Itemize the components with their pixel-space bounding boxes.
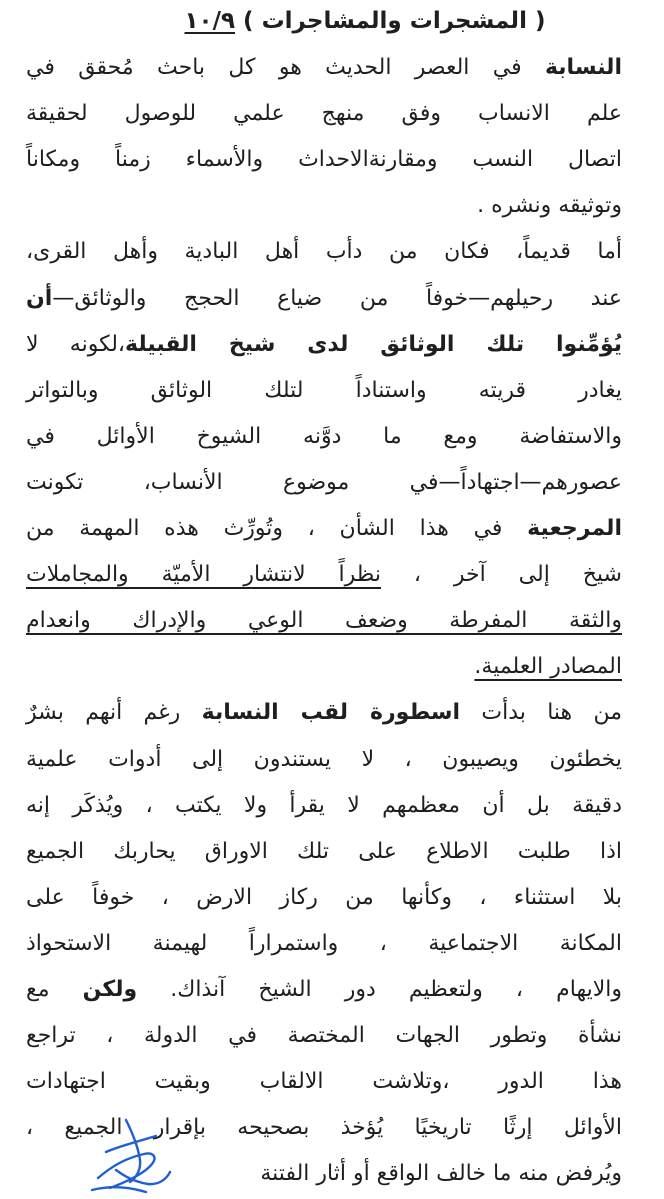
bold-text: أن: [26, 285, 53, 311]
underlined-text: المصادر العلمية.: [474, 654, 622, 680]
text-line: [26, 463, 622, 505]
text-line: [26, 1062, 622, 1104]
text-line: [26, 878, 622, 920]
text-run: علم الانساب وفق منهج علمي للوصول لحقيقة: [26, 101, 622, 127]
text-line: [26, 601, 622, 643]
text-run: هذا الدور ،وتلاشت الالقاب وبقيت اجتهادات: [26, 1069, 622, 1095]
text-line: [26, 509, 622, 551]
text-run: يخطئون ويصيبون ، لا يستندون إلى أدوات علمية: [26, 746, 622, 772]
text-line: [26, 48, 622, 90]
text-line: [26, 140, 622, 182]
text-run: الأوائل إرثًا تاريخيًا يُؤخذ بصحيحه بإقرار الجميع ،: [26, 1115, 622, 1141]
signature-image: [86, 1112, 176, 1197]
bold-text: المرجعية: [527, 516, 622, 541]
text-run: في العصر الحديث هو كل باحث مُحقق في: [26, 55, 545, 80]
text-run: المكانة الاجتماعية ، واستمراراً لهيمنة الاستحواذ: [26, 930, 622, 956]
text-line: [26, 371, 622, 413]
text-line: [26, 970, 622, 1012]
text-run: يغادر قريته واستناداً لتلك الوثائق وبالتواتر: [26, 377, 622, 403]
bold-text: اسطورة لقب النسابة: [201, 700, 461, 726]
text-run: اذا طلبت الاطلاع على تلك الاوراق يحاربك الجميع: [26, 838, 622, 864]
text-run: مع: [26, 977, 83, 1002]
text-run: اتصال النسب ومقارنةالاحداث والأسماء زمناً ومكاناً: [26, 147, 622, 173]
text-line: [26, 647, 622, 689]
text-run: عصورهم—اجتهاداً—في موضوع الأنساب، تكونت: [26, 469, 622, 495]
title-text: ( المشجرات والمشاجرات ): [243, 8, 546, 34]
text-run: والايهام ، ولتعظيم دور الشيخ آنذاك.: [137, 977, 622, 1002]
bold-text: النسابة: [544, 55, 622, 80]
text-run: رغم أنهم بشرٌ: [26, 700, 202, 726]
title-number: ١٠/٩: [184, 8, 236, 34]
document-title: [160, 2, 570, 40]
text-line: [26, 417, 622, 459]
bold-text: ولكن: [82, 977, 138, 1002]
text-run: نشأة وتطور الجهات المختصة في الدولة ، تراجع: [26, 1023, 622, 1049]
bold-text: يُؤمِّنوا تلك الوثائق لدى شيخ القبيلة: [125, 331, 622, 357]
text-line: [26, 186, 622, 228]
text-line: [26, 555, 622, 597]
text-run: دقيقة بل أن معظمهم لا يقرأ ولا يكتب ، ويُذكَر إنه: [26, 792, 622, 818]
text-line: [26, 232, 622, 274]
text-line: [26, 1016, 622, 1058]
text-line: [26, 279, 622, 321]
text-line: [26, 740, 622, 782]
underlined-text: نظراً لانتشار الأميّة والمجاملات: [26, 562, 381, 588]
text-run: من هنا بدأت: [460, 700, 622, 726]
text-line: [26, 325, 622, 367]
text-line: [26, 832, 622, 874]
text-line: [26, 693, 622, 735]
text-run: وتوثيقه ونشره .: [477, 193, 622, 219]
text-run: ،لكونه لا: [26, 331, 126, 357]
text-run: شيخ إلى آخر ،: [380, 562, 622, 588]
text-line: [26, 924, 622, 966]
text-line: [26, 786, 622, 828]
text-run: بلا استثناء ، وكأنها من ركاز الارض ، خوفاً على: [26, 884, 622, 910]
text-run: ويُرفض منه ما خالف الواقع أو أثار الفتنة: [260, 1161, 622, 1187]
text-line: [26, 94, 622, 136]
text-run: في هذا الشأن ، وتُورِّث هذه المهمة من: [26, 516, 528, 541]
text-run: عند رحيلهم—خوفاً من ضياع الحجج والوثائق—: [52, 285, 622, 311]
underlined-text: والثقة المفرطة وضعف الوعي والإدراك وانعدام: [26, 608, 622, 634]
text-run: والاستفاضة ومع ما دوَّنه الشيوخ الأوائل في: [26, 423, 622, 449]
text-run: أما قديماً، فكان من دأب أهل البادية وأهل القرى،: [26, 239, 622, 265]
